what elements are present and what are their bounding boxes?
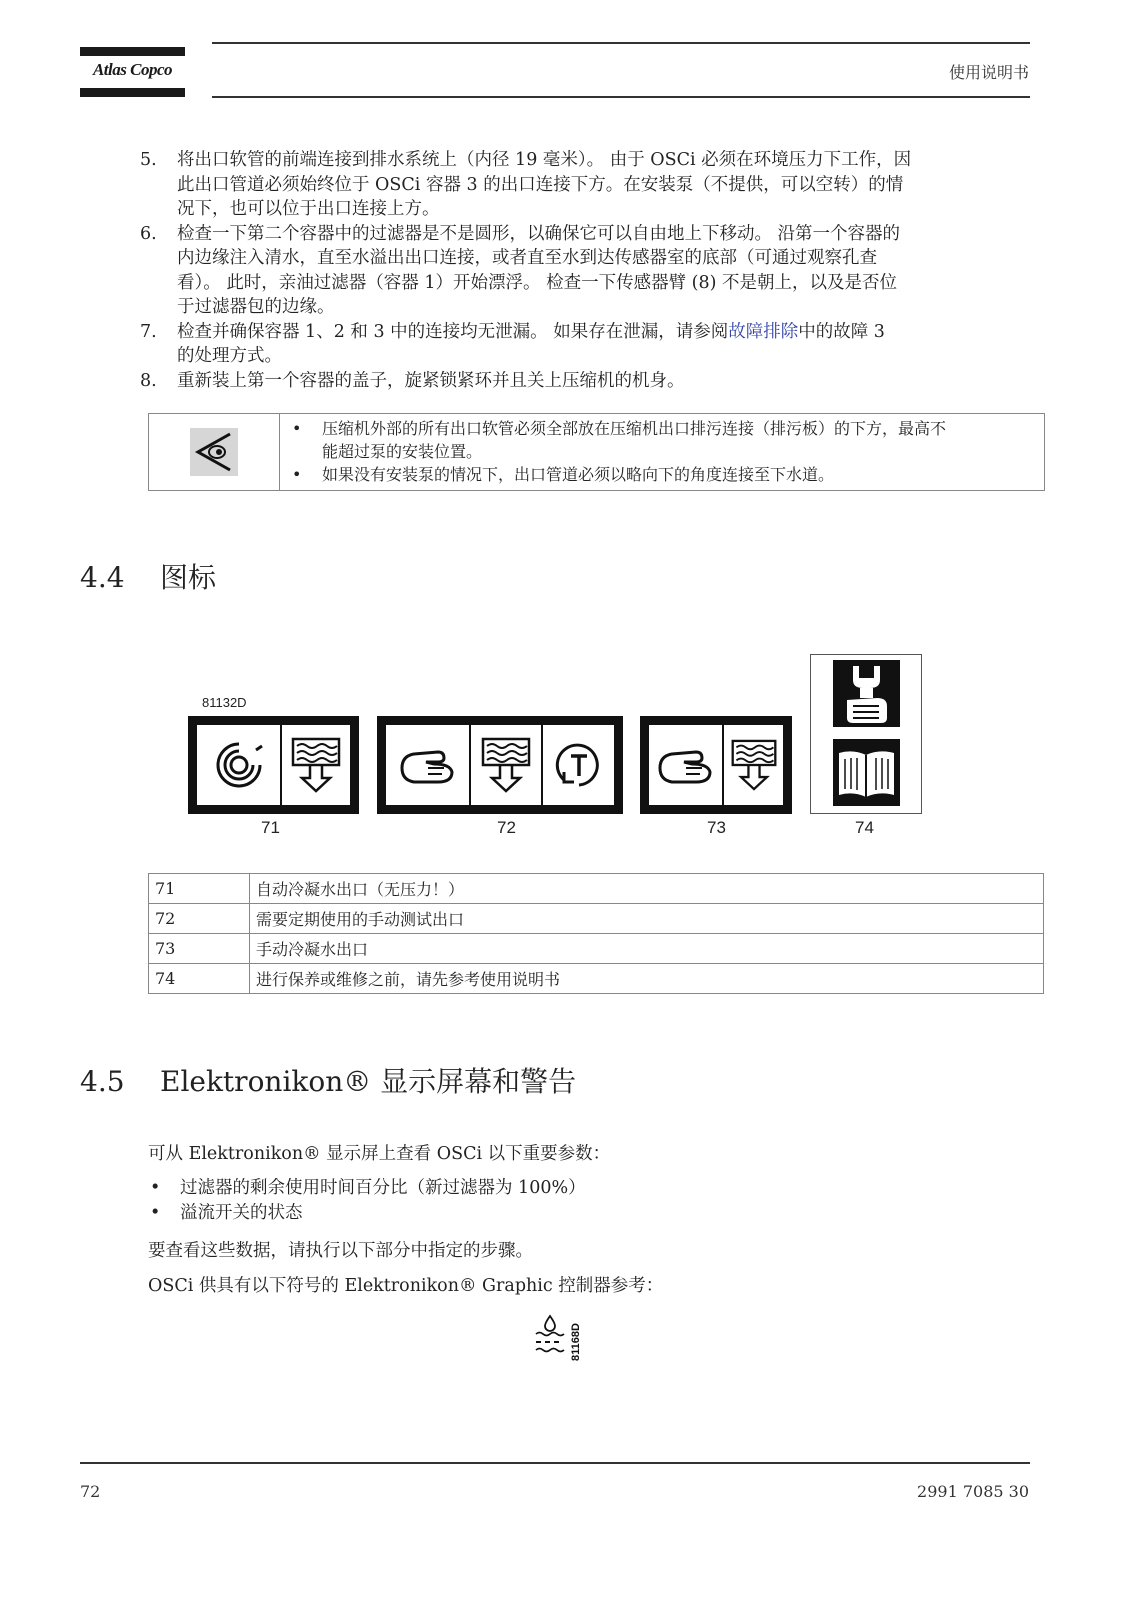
- condensate-outlet-icon: [289, 736, 343, 794]
- troubleshooting-link[interactable]: 故障排除: [728, 321, 799, 342]
- note-bullet: • 压缩机外部的所有出口软管必须全部放在压缩机出口排污连接（排污板）的下方，最高不 能超过泵的安装位置。: [292, 419, 947, 461]
- eye-warning-icon: [190, 428, 238, 476]
- page-number: 72: [80, 1482, 101, 1501]
- installation-steps: [140, 148, 1040, 393]
- icon-legend-table: [148, 873, 1044, 994]
- table-row: 73 手动冷凝水出口: [149, 934, 1044, 964]
- panel-label-72: 72: [497, 818, 516, 837]
- condensate-outlet-icon: [479, 736, 533, 794]
- header-top-rule: [212, 42, 1030, 44]
- icon-panel-73: [640, 716, 792, 814]
- document-type-title: 使用说明书: [948, 63, 1029, 82]
- panel-label-73: 73: [707, 818, 726, 837]
- figure-reference: 81132D: [202, 695, 247, 710]
- test-timer-icon: [552, 738, 606, 792]
- icon-panel-72: [377, 716, 623, 814]
- table-row: 72 需要定期使用的手动测试出口: [149, 904, 1044, 934]
- water-level-icon: [533, 1312, 567, 1358]
- step-8: 8. 重新装上第一个容器的盖子，旋紧锁紧环并且关上压缩机的机身。: [140, 370, 685, 391]
- instruction-paragraph: 要查看这些数据，请执行以下部分中指定的步骤。: [148, 1241, 533, 1261]
- table-row: 74 进行保养或维修之前，请先参考使用说明书: [149, 964, 1044, 994]
- open-manual-book-icon: [833, 739, 900, 806]
- step-6: 6. 检查一下第二个容器中的过滤器是不是圆形，以确保它可以自由地上下移动。 沿第一个容器的 内边缘注入清水，直至水溢出出口连接，或者直至水到达传感器室的底部（可通过观察孔查 看）。 此时，亲油过滤器（容器 1）开始漂浮。 检查一下传感器臂 (8) 不是朝上，以及是否位 于过滤器包的边缘。: [140, 223, 901, 317]
- overflow-symbol: [533, 1312, 583, 1362]
- step-7: 7. 检查并确保容器 1、2 和 3 中的连接均无泄漏。 如果存在泄漏，请参阅故障排除中的故障 3 的处理方式。: [140, 321, 885, 366]
- atlas-copco-logo: Atlas Copco: [92, 60, 173, 79]
- section-heading-4-4: 4.4 图标: [80, 561, 217, 594]
- intro-paragraph: 可从 Elektronikon® 显示屏上查看 OSCi 以下重要参数：: [148, 1144, 611, 1164]
- symbol-reference: 81168D: [570, 1323, 582, 1361]
- panel-label-74: 74: [855, 818, 874, 837]
- condensate-outlet-icon: [729, 737, 779, 793]
- icon-panel-74: [810, 654, 922, 814]
- note-bullet: • 如果没有安装泵的情况下，出口管道必须以略向下的角度连接至下水道。: [292, 465, 835, 484]
- icon-panel-71: [188, 716, 359, 814]
- hand-press-icon: [656, 742, 716, 788]
- list-item: • 过滤器的剩余使用时间百分比（新过滤器为 100%）: [150, 1178, 586, 1198]
- parameter-list: [148, 1176, 586, 1226]
- logo-bottom-bar: [80, 88, 185, 97]
- header-bottom-rule: [212, 96, 1030, 98]
- panel-label-71: 71: [261, 818, 280, 837]
- table-row: 71 自动冷凝水出口（无压力！）: [149, 874, 1044, 904]
- hand-press-icon: [398, 742, 458, 788]
- list-item: • 溢流开关的状态: [150, 1203, 303, 1223]
- step-5: 5. 将出口软管的前端连接到排水系统上（内径 19 毫米）。 由于 OSCi 必须在环境压力下工作，因 此出口管道必须始终位于 OSCi 容器 3 的出口连接下方。在安装泵（不提供，可以空转）的情 况下，也可以位于出口连接上方。: [140, 150, 912, 219]
- wrench-hand-service-icon: [833, 660, 900, 727]
- caution-note-box: [148, 413, 1045, 491]
- section-heading-4-5: 4.5 Elektronikon® 显示屏幕和警告: [80, 1065, 577, 1098]
- reference-paragraph: OSCi 供具有以下符号的 Elektronikon® Graphic 控制器参考：: [148, 1276, 664, 1296]
- logo-top-bar: [80, 47, 185, 56]
- footer-rule: [80, 1462, 1030, 1464]
- document-number: 2991 7085 30: [917, 1482, 1029, 1501]
- auto-drain-swirl-icon: [212, 738, 266, 792]
